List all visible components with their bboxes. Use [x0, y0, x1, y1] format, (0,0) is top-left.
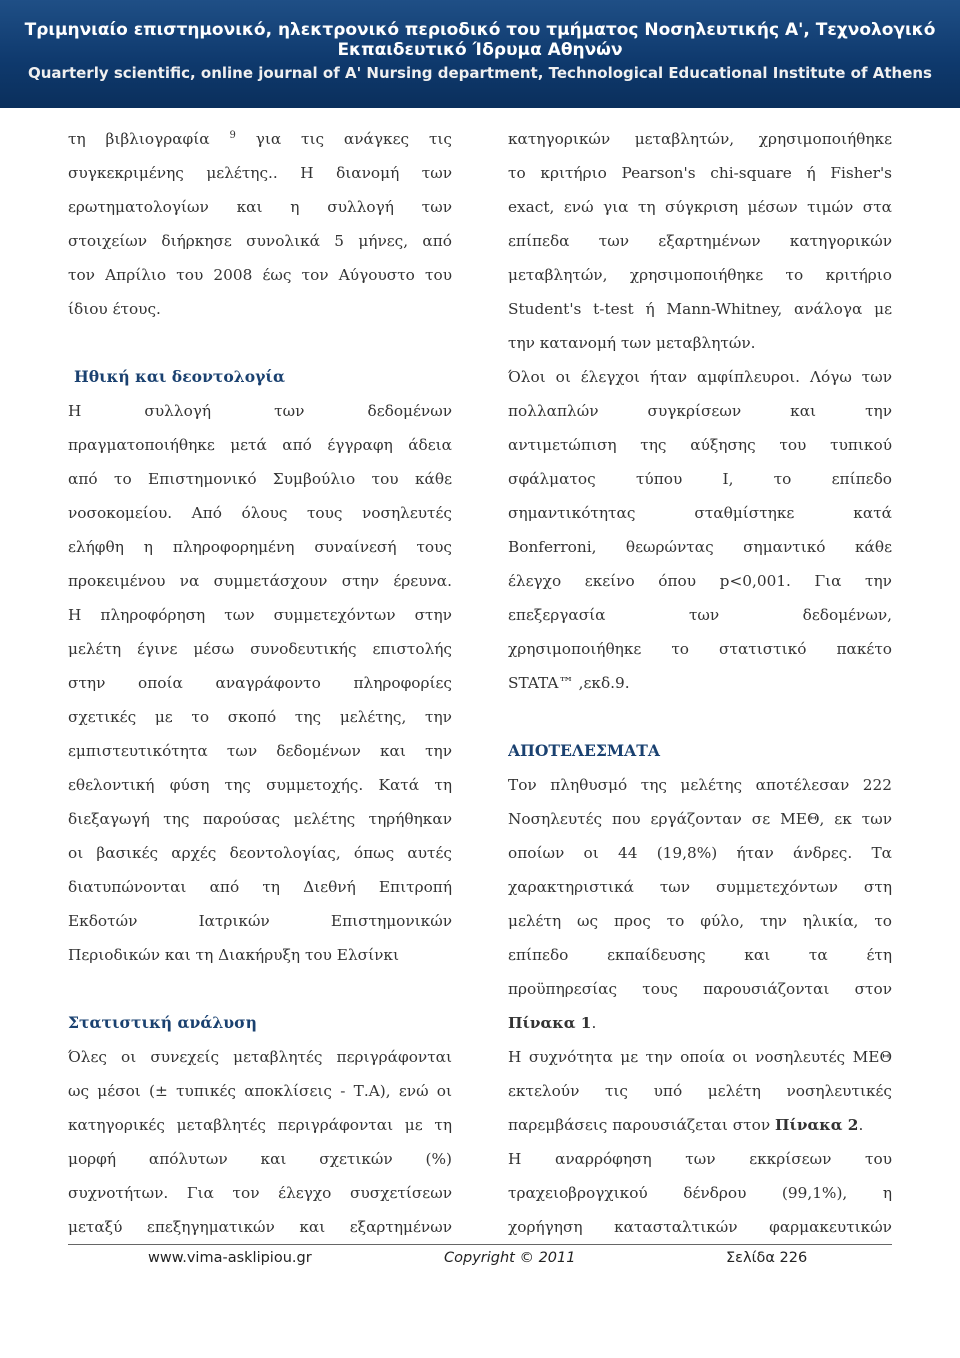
text-line: παρεμβάσεις παρουσιάζεται στον Πίνακα 2.: [508, 1116, 864, 1134]
table2-reference[interactable]: Πίνακα 2: [775, 1116, 859, 1134]
text-line: Student's t-test ή Mann-Whitney, ανάλογα με: [508, 300, 892, 318]
citation-ref[interactable]: 9: [229, 129, 236, 141]
text-line: Εκδοτών Ιατρικών Επιστημονικών: [68, 912, 452, 930]
text-line: χρησιμοποιήθηκε το στατιστικό πακέτο: [508, 640, 892, 658]
text-line: Όλοι οι έλεγχοι ήταν αμφίπλευροι. Λόγω των: [508, 368, 892, 386]
text-line: τη βιβλιογραφία $^9$ για τις ανάγκες τις: [68, 129, 452, 148]
text-line: προϋπηρεσίας τους παρουσιάζονται στον: [508, 980, 892, 998]
text-line: σημαντικότητας σταθμίστηκε κατά: [508, 504, 892, 522]
text-line: exact, ενώ για τη σύγκριση μέσων τιμών στα: [508, 198, 892, 216]
section-heading-statistics: Στατιστική ανάλυση: [68, 1013, 257, 1032]
text-line: προκειμένου να συμμετάσχουν στην έρευνα.: [68, 572, 452, 590]
text-line: ίδιου έτους.: [68, 300, 161, 318]
footer-page-number: Σελίδα 226: [726, 1250, 808, 1266]
text-line: συγκεκριμένης μελέτης.. Η διανομή των: [68, 164, 452, 182]
text-line: επεξεργασία των δεδομένων,: [508, 606, 892, 624]
footer-website-link[interactable]: www.vima-asklipiou.gr: [148, 1250, 312, 1266]
text-line: στην οποία αναγράφοντο πληροφορίες: [68, 674, 452, 692]
text-line: Η συχνότητα με την οποία οι νοσηλευτές ΜΕΘ: [508, 1048, 892, 1066]
text-line: Τον πληθυσμό της μελέτης αποτέλεσαν 222: [508, 776, 892, 794]
text-line: μεταβλητών, χρησιμοποιήθηκε το κριτήριο: [508, 266, 892, 284]
section-heading-ethics: Ηθική και δεοντολογία: [74, 367, 285, 386]
text-line: Η πληροφόρηση των συμμετεχόντων στην: [68, 606, 452, 624]
text-line: μελέτη έγινε μέσω συνοδευτικής επιστολής: [68, 640, 452, 658]
footer-copyright: Copyright © 2011: [444, 1250, 576, 1266]
text-line: κατηγορικές μεταβλητές περιγράφονται με τη: [68, 1116, 452, 1134]
text-line: επίπεδα των εξαρτημένων κατηγορικών: [508, 232, 892, 250]
text-line: πολλαπλών συγκρίσεων και την: [508, 402, 892, 420]
text-line: ως μέσοι (± τυπικές αποκλίσεις - Τ.Α), ενώ οι: [68, 1082, 452, 1100]
text-line: μορφή απόλυτων και σχετικών (%): [68, 1150, 452, 1168]
text-line: διεξαγωγή της παρούσας μελέτης τηρήθηκαν: [68, 810, 452, 828]
text-line: τον Απρίλιο του 2008 έως τον Αύγουστο του: [68, 266, 452, 284]
text-line: από το Επιστημονικό Συμβούλιο του κάθε: [68, 470, 452, 488]
left-column: [68, 122, 452, 1244]
text-line: ερωτηματολογίων και η συλλογή των: [68, 198, 452, 216]
journal-header-banner: [0, 0, 960, 108]
text-line: Περιοδικών και τη Διακήρυξη του Ελσίνκι: [68, 946, 399, 964]
text-line: κατηγορικών μεταβλητών, χρησιμοποιήθηκε: [508, 130, 892, 148]
text-line: πραγματοποιήθηκε μετά από έγγραφη άδεια: [68, 436, 452, 454]
text-line: χορήγηση κατασταλτικών φαρμακευτικών: [508, 1218, 892, 1236]
text-line: νοσοκομείου. Από όλους τους νοσηλευτές: [68, 504, 452, 522]
text-line: σχετικές με το σκοπό της μελέτης, την: [68, 708, 452, 726]
text-line: αντιμετώπιση της αύξησης του τυπικού: [508, 436, 892, 454]
text-line: Η συλλογή των δεδομένων: [68, 402, 452, 420]
text-line: ελήφθη η πληροφορημένη συναίνεσή τους: [68, 538, 452, 556]
text-line: την κατανομή των μεταβλητών.: [508, 334, 756, 352]
text-line: έλεγχο εκείνο όπου p<0,001. Για την: [508, 572, 892, 590]
text-line: χαρακτηριστικά των συμμετεχόντων στη: [508, 878, 892, 896]
text-line: STATA™ ,εκδ.9.: [508, 674, 630, 692]
text-line: μελέτη ως προς το φύλο, την ηλικία, το: [508, 912, 892, 930]
text-line: οποίων οι 44 (19,8%) ήταν άνδρες. Τα: [508, 844, 892, 862]
text-line: μεταξύ επεξηγηματικών και εξαρτημένων: [68, 1218, 452, 1236]
text-line: συχνοτήτων. Για τον έλεγχο συσχετίσεων: [68, 1184, 452, 1202]
journal-title-greek: Τριμηνιαίο επιστημονικό, ηλεκτρονικό περιοδικό του τμήματος Νοσηλευτικής Α', Τεχνολογικό Εκπαιδευτικό Ίδρυμα Αθηνών: [24, 20, 936, 60]
text-line: εμπιστευτικότητα των δεδομένων και την: [68, 742, 452, 760]
text-line: το κριτήριο Pearson's chi-square ή Fisher's: [508, 164, 892, 182]
journal-title-english: Quarterly scientific, online journal of A' Nursing department, Technological Educational Institute of Athens: [28, 64, 932, 82]
text-line: Νοσηλευτές που εργάζονταν σε ΜΕΘ, εκ των: [508, 810, 892, 828]
section-heading-results: ΑΠΟΤΕΛΕΣΜΑΤΑ: [508, 741, 660, 760]
text-line: Η αναρρόφηση των εκκρίσεων του: [508, 1150, 892, 1168]
text-line: εθελοντική φύση της συμμετοχής. Κατά τη: [68, 776, 452, 794]
right-column: [508, 122, 892, 1244]
text-line: επίπεδο εκπαίδευσης και τα έτη: [508, 946, 892, 964]
table1-reference[interactable]: Πίνακα 1: [508, 1014, 592, 1032]
text-line: τραχειοβρογχικού δένδρου (99,1%), η: [508, 1184, 892, 1202]
text-line: οι βασικές αρχές δεοντολογίας, όπως αυτές: [68, 844, 452, 862]
text-line: διατυπώνονται από τη Διεθνή Επιτροπή: [68, 878, 452, 896]
text-line: σφάλματος τύπου Ι, το επίπεδο: [508, 470, 892, 488]
text-line: Bonferroni, θεωρώντας σημαντικό κάθε: [508, 538, 892, 556]
text-line: στοιχείων διήρκησε συνολικά 5 μήνες, από: [68, 232, 452, 250]
text-line: εκτελούν τις υπό μελέτη νοσηλευτικές: [508, 1082, 892, 1100]
text-line: Πίνακα 1.: [508, 1014, 597, 1032]
text-line: Όλες οι συνεχείς μεταβλητές περιγράφονται: [68, 1048, 452, 1066]
footer-divider: [68, 1244, 892, 1245]
